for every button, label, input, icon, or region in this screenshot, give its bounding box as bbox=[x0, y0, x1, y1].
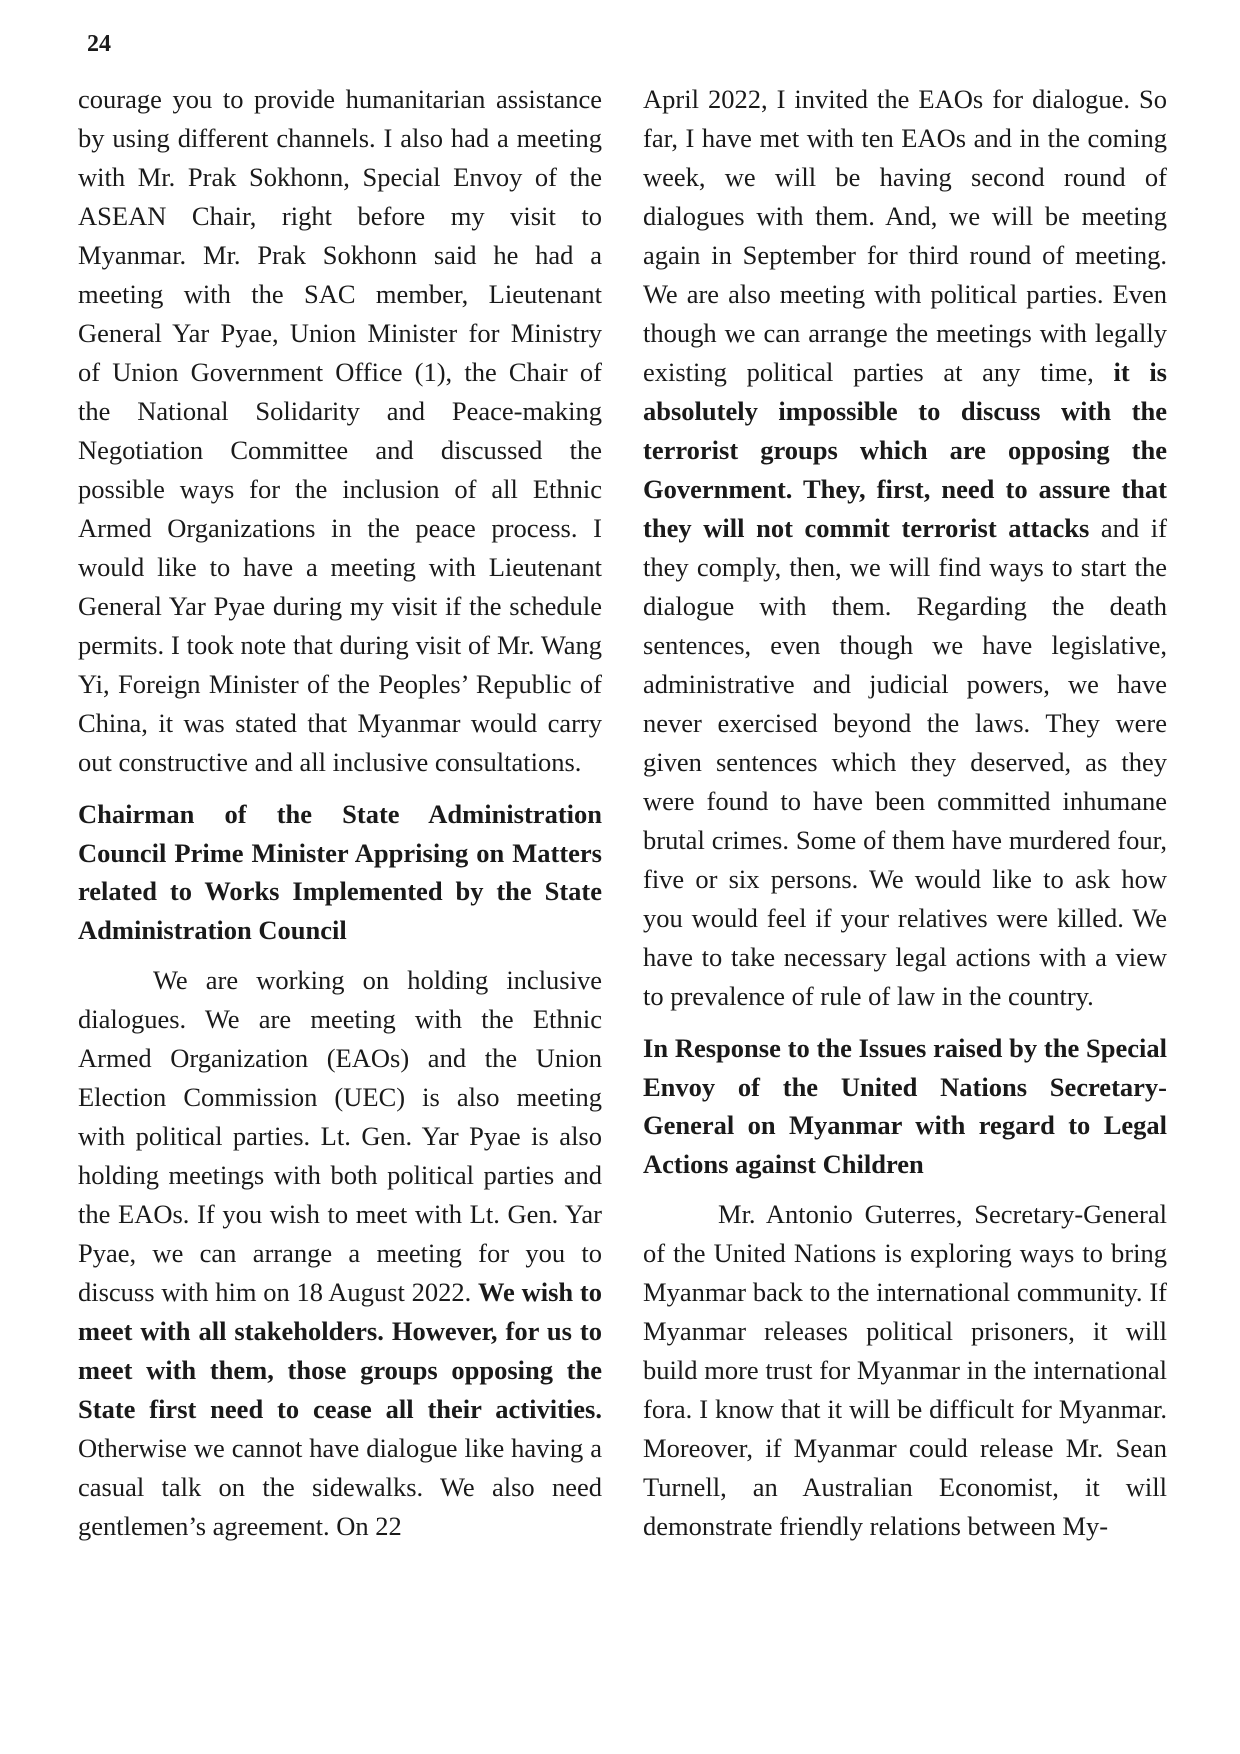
right-column bbox=[643, 80, 1167, 1546]
paragraph-text: and if they comply, then, we will find ways to start the dialogue with them. Regarding the death sentences, even though we have legislative, administrative and judicial powers, we have never exercised beyond the laws. They were given sentences which they deserved, as they were found to have been committed inhumane brutal crimes. Some of them have murdered four, five or six persons. We would like to ask how you would feel if your relatives were killed. We have to take necessary legal actions with a view to prevalence of rule of law in the country. bbox=[643, 513, 1167, 1011]
section-heading: In Response to the Issues raised by the Special Envoy of the United Nations Secretary-General on Myanmar with regard to Legal Actions against Children bbox=[643, 1033, 1167, 1179]
paragraph-text: Otherwise we cannot have dialogue like having a casual talk on the sidewalks. We also need gentlemen’s agreement. On 22 bbox=[78, 1433, 602, 1541]
emphasized-text: it is absolutely impossible to discuss with the terrorist groups which are opposing the Government. They, first, need to assure that they will not commit terrorist attacks bbox=[643, 357, 1167, 543]
emphasized-text: We wish to meet with all stakeholders. However, for us to meet with them, those groups opposing the State first need to cease all their activities. bbox=[78, 1277, 602, 1424]
body-paragraph bbox=[78, 961, 602, 1546]
body-paragraph bbox=[643, 80, 1167, 1016]
page-number: 24 bbox=[87, 31, 111, 57]
body-paragraph: courage you to provide humanitarian assistance by using different channels. I also had a meeting with Mr. Prak Sokhonn, Special Envoy of the ASEAN Chair, right before my visit to Myanmar. Mr. Prak Sokhonn said he had a meeting with the SAC member, Lieutenant General Yar Pyae, Union Minister for Ministry of Union Government Office (1), the Chair of the National Solidarity and Peace-making Negotiation Committee and discussed the possible ways for the inclusion of all Ethnic Armed Organizations in the peace process. I would like to have a meeting with Lieutenant General Yar Pyae during my visit if the schedule permits. I took note that during visit of Mr. Wang Yi, Foreign Minister of the Peoples’ Republic of China, it was stated that Myanmar would carry out constructive and all inclusive consultations. bbox=[78, 84, 602, 777]
body-paragraph: Mr. Antonio Guterres, Secretary-General of the United Nations is exploring ways to bring Myanmar back to the international community. If Myanmar releases political prisoners, it will build more trust for Myanmar in the international fora. I know that it will be difficult for Myanmar. Moreover, if Myanmar could release Mr. Sean Turnell, an Australian Economist, it will demonstrate friendly relations between My- bbox=[643, 1199, 1167, 1541]
paragraph-text: We are working on holding inclusive dialogues. We are meeting with the Ethnic Armed Organization (EAOs) and the Union Election Commission (UEC) is also meeting with political parties. Lt. Gen. Yar Pyae is also holding meetings with both political parties and the EAOs. If you wish to meet with Lt. Gen. Yar Pyae, we can arrange a meeting for you to discuss with him on 18 August 2022. bbox=[78, 965, 602, 1307]
section-heading: Chairman of the State Administration Council Prime Minister Apprising on Matters related to Works Implemented by the State Administration Council bbox=[78, 799, 602, 945]
left-column bbox=[78, 80, 602, 1546]
paragraph-text: April 2022, I invited the EAOs for dialogue. So far, I have met with ten EAOs and in the coming week, we will be having second round of dialogues with them. And, we will be meeting again in September for third round of meeting. We are also meeting with political parties. Even though we can arrange the meetings with legally existing political parties at any time, bbox=[643, 84, 1167, 387]
